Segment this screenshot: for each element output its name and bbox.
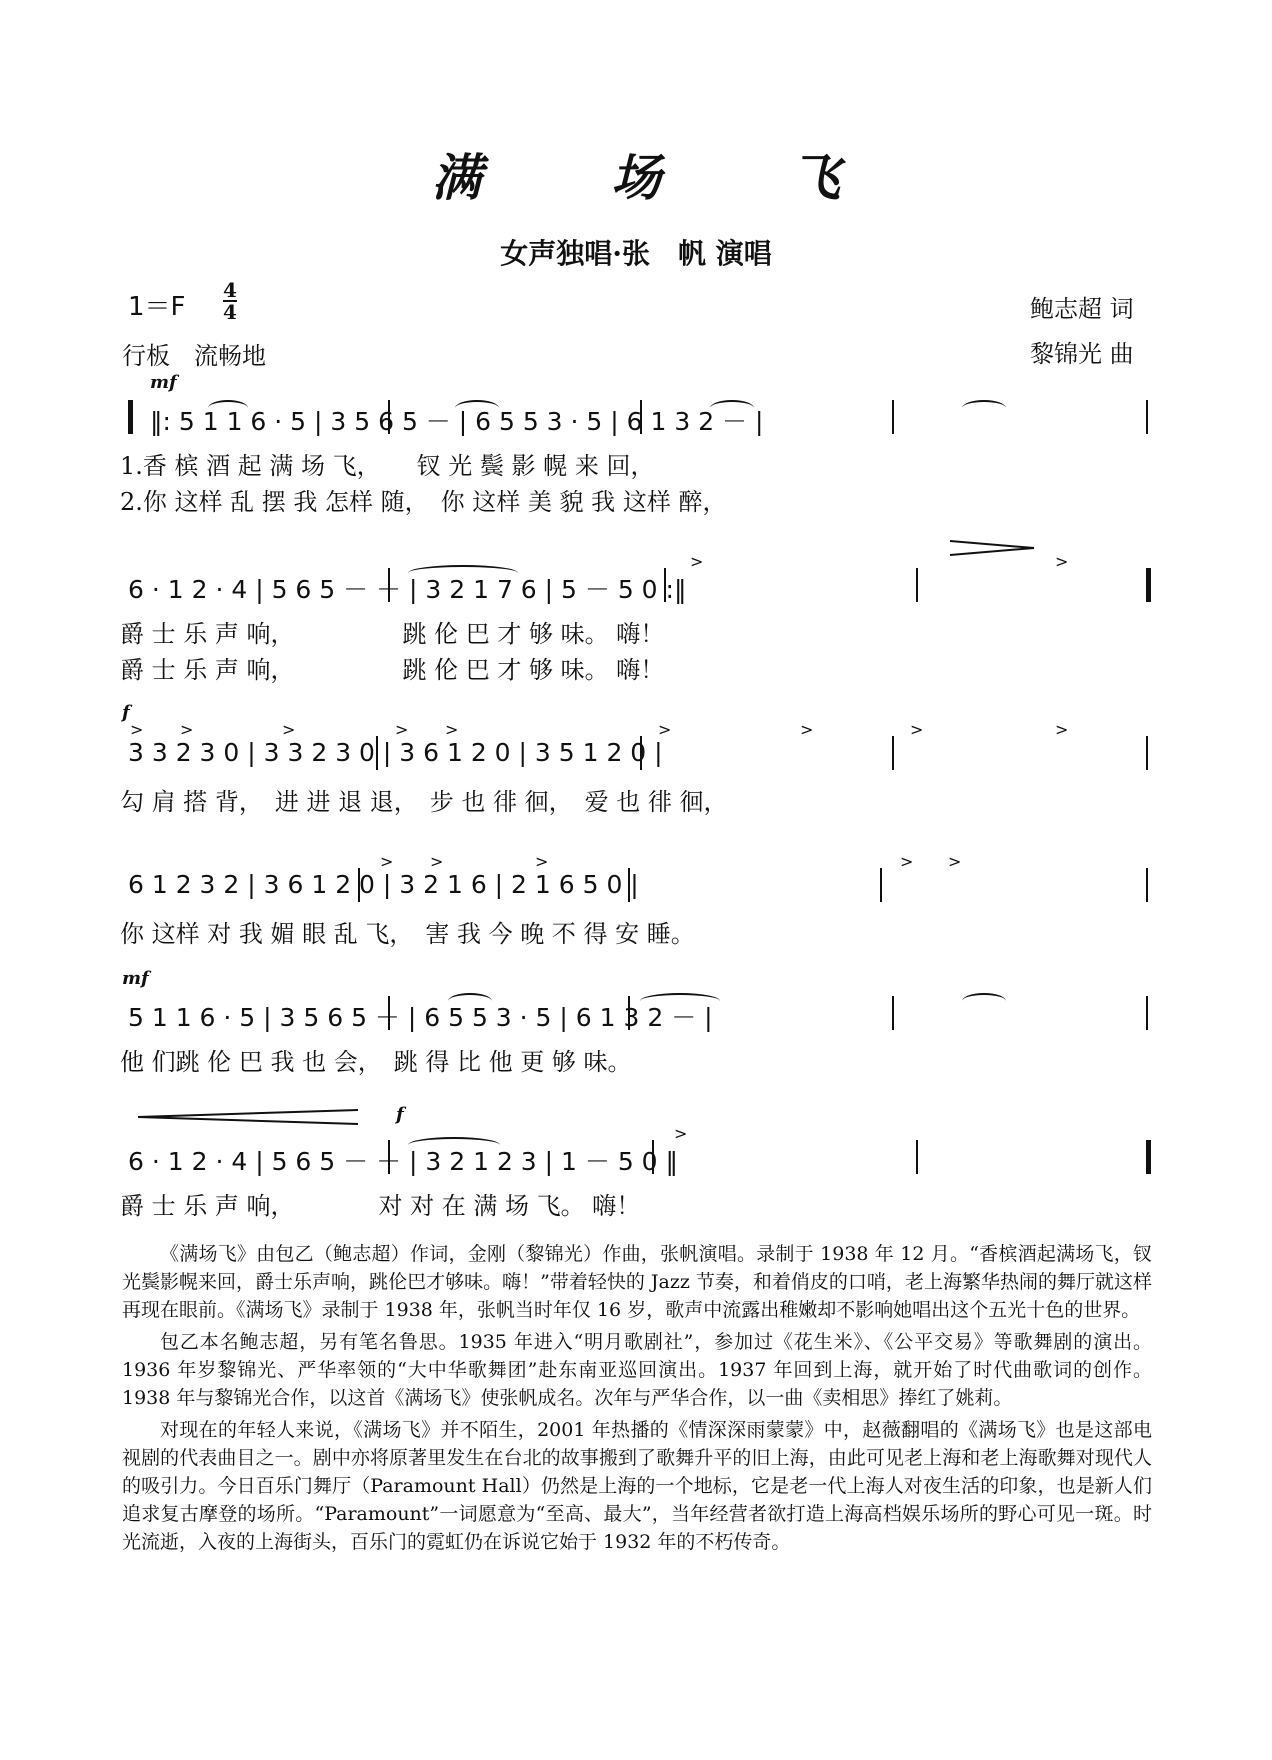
accent-mark: > bbox=[395, 720, 409, 739]
time-sig-bottom: 4 bbox=[223, 300, 237, 324]
accent-mark: > bbox=[535, 852, 549, 871]
notes-paragraph-3: 对现在的年轻人来说，《满场飞》并不陌生，2001 年热播的《情深深雨蒙蒙》中，赵薇翻唱的《满场飞》也是这部电视剧的代表曲目之一。剧中亦将原著里发生在台北的故事搬到了歌舞升平的旧上海，由此可见老上海和老上海歌舞对现代人的吸引力。今日百乐门舞厅（Paramount Hall）仍然是上海的一个地标，它是老一代上海人对夜生活的印象，也是新人们追求复古摩登的场所。“Paramount”一词愿意为“至高、最大”，当年经营者欲打造上海高档娱乐场所的野心可见一斑。时光流逝，入夜的上海街头，百乐门的霓虹仍在诉说它始于 1932 年的不朽传奇。 bbox=[122, 1419, 1152, 1553]
accent-mark: > bbox=[690, 552, 704, 571]
notation-line-2: 6 · 1 2 · 4 | 5 6 5 － － | 3 2 1 7 6 | 5 － 5 0 :‖ bbox=[128, 575, 687, 604]
notes-paragraph-2: 包乙本名鲍志超，另有笔名鲁思。1935 年进入“明月歌剧社”，参加过《花生米》、《公平交易》等歌舞剧的演出。1936 年岁黎锦光、严华率领的“大中华歌舞团”赴东南亚巡回演出。1937 年回到上海，就开始了时代曲歌词的创作。1938 年与黎锦光合作，以这首《满场飞》使张帆成名。次年与严华合作，以一曲《卖相思》捧红了姚莉。 bbox=[122, 1331, 1152, 1409]
notation-line-4: 6 1 2 3 2 | 3 6 1 2 0 | 3 2 1 6 | 2 1 6 5 0 | bbox=[128, 870, 639, 899]
lyrics-line-3: 勾 肩 搭 背， 进 进 退 退， 步 也 徘 徊， 爱 也 徘 徊， bbox=[120, 788, 728, 816]
accent-mark: > bbox=[900, 852, 914, 871]
composer-credit: 黎锦光 曲 bbox=[1030, 340, 1134, 368]
lyrics-line-1a: 1.香 槟 酒 起 满 场 飞， 钗 光 鬓 影 幌 来 回， bbox=[120, 452, 655, 480]
key-signature: 1＝F bbox=[128, 292, 186, 322]
accent-mark: > bbox=[800, 720, 814, 739]
tempo-marking: 行板 流畅地 bbox=[122, 342, 266, 370]
lyrics-line-2a: 爵 士 乐 声 响， 跳 伦 巴 才 够 味。 嗨！ bbox=[120, 620, 665, 648]
notation-line-5: 5 1 1 6 · 5 | 3 5 6 5 － | 6 5 5 3 · 5 | 6 1 3 2 － | bbox=[128, 1003, 713, 1032]
performer-subtitle: 女声独唱·张 帆 演唱 bbox=[500, 237, 772, 270]
notes-paragraph-1: 《满场飞》由包乙（鲍志超）作词，金刚（黎锦光）作曲，张帆演唱。录制于 1938 年 12 月。“香槟酒起满场飞，钗光鬓影幌来回，爵士乐声响，跳伦巴才够味。嗨！”带着轻快的 Jazz 节奏，和着俏皮的口哨，老上海繁华热闹的舞厅就这样再现在眼前。《满场飞》录制于 1938 年，张帆当时年仅 16 岁，歌声中流露出稚嫩却不影响她唱出这个五光十色的世界。 bbox=[122, 1243, 1152, 1321]
notation-line-1: ‖: 5 1 1 6 · 5 | 3 5 6 5 － | 6 5 5 3 · 5 | 6 1 3 2 － | bbox=[150, 407, 764, 436]
song-title: 满 场 飞 bbox=[431, 148, 897, 207]
dynamic-f-2: f bbox=[396, 1104, 404, 1125]
accent-mark: > bbox=[658, 720, 672, 739]
time-signature bbox=[223, 280, 237, 322]
accent-mark: > bbox=[910, 720, 924, 739]
accent-mark: > bbox=[430, 852, 444, 871]
accent-mark: > bbox=[282, 720, 296, 739]
dynamic-mf-2: mf bbox=[122, 968, 149, 989]
accent-mark: > bbox=[948, 852, 962, 871]
accent-mark: > bbox=[445, 720, 459, 739]
dynamic-mf-1: mf bbox=[150, 372, 177, 393]
accent-mark: > bbox=[180, 720, 194, 739]
lyrics-line-1b: 2.你 这样 乱 摆 我 怎样 随， 你 这样 美 貌 我 这样 醉， bbox=[120, 488, 727, 516]
accent-mark: > bbox=[1055, 552, 1069, 571]
lyrics-line-6: 爵 士 乐 声 响， 对 对 在 满 场 飞。 嗨！ bbox=[120, 1192, 641, 1220]
lyricist-credit: 鲍志超 词 bbox=[1030, 295, 1134, 323]
accent-mark: > bbox=[130, 720, 144, 739]
accent-mark: > bbox=[380, 852, 394, 871]
crescendo-hairpin bbox=[138, 1108, 360, 1126]
lyrics-line-4: 你 这样 对 我 媚 眼 乱 飞， 害 我 今 晚 不 得 安 睡。 bbox=[120, 920, 695, 948]
accent-mark: > bbox=[674, 1124, 688, 1143]
time-sig-top: 4 bbox=[223, 278, 237, 302]
accent-mark: > bbox=[1055, 720, 1069, 739]
song-background-notes bbox=[122, 1240, 1152, 1560]
lyrics-line-5: 他 们跳 伦 巴 我 也 会， 跳 得 比 他 更 够 味。 bbox=[120, 1048, 632, 1076]
notation-line-3: 3 3 2 3 0 | 3 3 2 3 0 | 3 6 1 2 0 | 3 5 1 2 0 | bbox=[128, 738, 663, 767]
repeat-start-barline bbox=[128, 400, 133, 434]
lyrics-line-2b: 爵 士 乐 声 响， 跳 伦 巴 才 够 味。 嗨！ bbox=[120, 656, 665, 684]
diminuendo-hairpin bbox=[950, 538, 1036, 558]
dynamic-f-1: f bbox=[122, 702, 130, 723]
notation-line-6: 6 · 1 2 · 4 | 5 6 5 － － | 3 2 1 2 3 | 1 － 5 0 ‖ bbox=[128, 1147, 679, 1176]
